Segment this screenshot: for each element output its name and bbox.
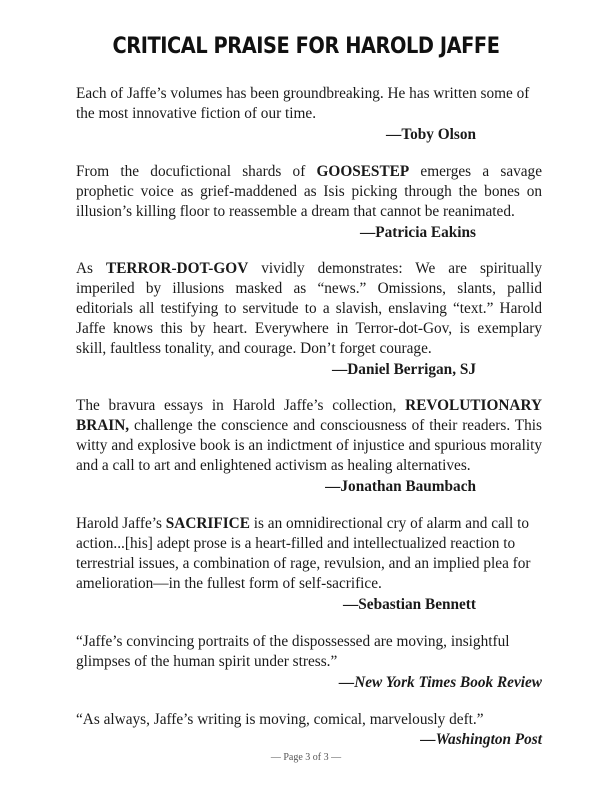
blurb-text-body: Each of Jaffe’s volumes has been groundbreaking. He has written some of the most innovative fiction of our time.	[76, 85, 530, 122]
blurb-washington-post	[76, 710, 542, 750]
blurb-text-body: emerges a savage prophetic voice as grief-maddened as Isis picking through the bones on illusion’s killing floor to reassemble a dream that cannot be reanimated.	[76, 163, 542, 220]
blurb-attribution: —Jonathan Baumbach	[325, 478, 476, 495]
blurb-text-body: is an omnidirectional cry of alarm and call to action...[his] adept prose is a heart-filled and intellectualized reaction to terrestrial issues, a combination of rage, revulsion, and an implied plea for amelioration—in the fullest form of self-sacrifice.	[76, 515, 531, 592]
blurb-patricia-eakins	[76, 162, 542, 243]
blurb-text	[76, 259, 542, 359]
blurb-text-body: “Jaffe’s convincing portraits of the dispossessed are moving, insightful glimpses of the human spirit under stress.”	[76, 633, 510, 670]
blurb-text	[76, 162, 542, 222]
blurb-text-lead: From the docufictional shards of	[76, 163, 317, 180]
blurb-text	[76, 396, 542, 476]
page-footer: — Page 3 of 3 —	[270, 752, 342, 763]
blurb-text	[76, 514, 542, 594]
page-title: CRITICAL PRAISE FOR HAROLD JAFFE	[112, 34, 500, 59]
blurb-text-lead: As	[76, 260, 107, 277]
blurb-attribution: —Patricia Eakins	[359, 224, 476, 241]
blurb-new-york-times	[76, 632, 542, 693]
blurb-jonathan-baumbach	[76, 396, 542, 497]
blurb-attribution: —Washington Post	[420, 731, 542, 748]
blurb-attribution: —New York Times Book Review	[338, 674, 542, 691]
blurb-attribution: —Daniel Berrigan, SJ	[331, 361, 476, 378]
blurb-sebastian-bennett	[76, 514, 542, 615]
blurb-text-body: challenge the conscience and consciousness of their readers. This witty and explosive book is an indictment of injustice and spurious morality and a call to art and enlightened activism as healing alternatives.	[76, 417, 542, 474]
blurb-toby-olson	[76, 84, 542, 145]
blurb-text	[76, 632, 542, 672]
book-title: GOOSESTEP	[316, 163, 410, 180]
blurb-attribution: —Sebastian Bennett	[342, 596, 476, 613]
book-title: REVOLUTIONARY BRAIN,	[76, 397, 542, 434]
blurb-text	[76, 84, 542, 124]
blurb-text-lead: Harold Jaffe’s	[76, 515, 166, 532]
blurb-text-body: “As always, Jaffe’s writing is moving, comical, marvelously deft.”	[76, 711, 484, 728]
book-title: SACRIFICE	[165, 515, 250, 532]
blurb-text-body: vividly demonstrates: We are spiritually imperiled by illusions masked as “news.” Omissions, slants, pallid editorials all testifying to servitude to a slavish, enslaving “text.” Harold Jaffe knows this by heart. Everywhere in Terror-dot-Gov, is exemplary skill, faultless tonality, and courage. Don’t forget courage.	[76, 260, 543, 357]
blurb-text-lead: The bravura essays in Harold Jaffe’s collection,	[76, 397, 406, 414]
blurb-attribution: —Toby Olson	[386, 126, 476, 143]
blurb-daniel-berrigan	[76, 259, 542, 380]
book-title: TERROR-DOT-GOV	[106, 260, 249, 277]
blurb-text	[76, 710, 542, 730]
